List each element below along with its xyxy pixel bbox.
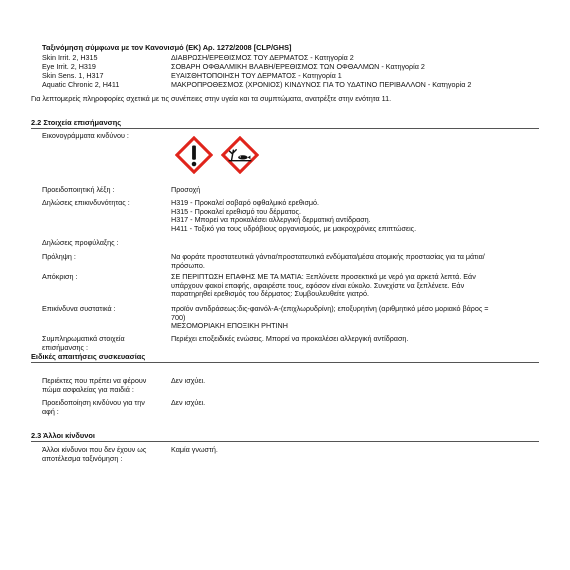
exclamation-mark-icon [175, 136, 213, 174]
signal-word-value: Προσοχή [171, 185, 201, 194]
prevention-line: Να φοράτε προστατευτικά γάντια/προστατευτικά ενδύματα/μέσα ατομικής προστασίας για τα μάτια/ [171, 252, 485, 261]
prevention-label: Πρόληψη : [42, 252, 76, 261]
classification-code: Eye Irrit. 2, H319 [42, 62, 96, 71]
classification-code: Aquatic Chronic 2, H411 [42, 80, 120, 89]
other-hazards-label-line: Άλλοι κίνδυνοι που δεν έχουν ως [42, 445, 147, 454]
classification-title: Ταξινόμηση σύμφωνα με τον Κανονισμό (ΕΚ) Αρ. 1272/2008 [CLP/GHS] [42, 43, 292, 52]
response-value [171, 273, 536, 299]
response-line: ΣΕ ΠΕΡΙΠΤΩΣΗ ΕΠΑΦΗΣ ΜΕ ΤΑ ΜΑΤΙΑ: Ξεπλύνετε προσεκτικά με νερό για αρκετά λεπτά. Εάν [171, 272, 476, 281]
classification-note: Για λεπτομερείς πληροφορίες σχετικά με τις συνέπειες στην υγεία και τα συμπτώματα, ανατρέξτε στην ενότητα 11. [31, 94, 392, 103]
hazardous-components-value [171, 305, 536, 331]
classification-desc: ΜΑΚΡΟΠΡΟΘΕΣΜΟΣ (ΧΡΟΝΙΟΣ) ΚΙΝΔΥΝΟΣ ΓΙΑ ΤΟ ΥΔΑΤΙΝΟ ΠΕΡΙΒΑΛΛΟΝ - Κατηγορία 2 [171, 80, 472, 89]
classification-code: Skin Irrit. 2, H315 [42, 53, 98, 62]
classification-desc: ΣΟΒΑΡΗ ΟΦΘΑΛΜΙΚΗ ΒΛΑΒΗ/ΕΡΕΘΙΣΜΟΣ ΤΩΝ ΟΦΘΑΛΜΩΝ - Κατηγορία 2 [171, 62, 425, 71]
hazardous-component-line: προϊόν αντιδράσεως:δις-φαινόλ-Α-(επιχλωρυδρίνη); εποξυρητίνη (αριθμητικό μέσο μοριακό βάρος = [171, 304, 489, 313]
signal-word-label: Προειδοποιητική λέξη : [42, 185, 115, 194]
child-resistant-value: Δεν ισχύει. [171, 376, 206, 385]
prevention-line: πρόσωπο. [171, 260, 205, 270]
other-hazards-label [42, 446, 167, 463]
classification-desc: ΕΥΑΙΣΘΗΤΟΠΟΙΗΣΗ ΤΟΥ ΔΕΡΜΑΤΟΣ - Κατηγορία 1 [171, 71, 342, 80]
child-resistant-label-line: Περιέκτες που πρέπει να φέρουν [42, 376, 147, 385]
section-divider [31, 441, 539, 442]
section-divider [31, 128, 539, 129]
prevention-value [171, 253, 536, 270]
supplemental-label-line: Συμπληρωματικά στοιχεία [42, 334, 125, 343]
hazard-statement: H411 - Τοξικό για τους υδρόβιους οργανισμούς, με μακροχρόνιες επιπτώσεις. [171, 223, 417, 233]
precautionary-statements-label: Δηλώσεις προφύλαξης : [42, 238, 119, 247]
response-line: υπάρχουν φακοί επαφής, αφαιρέστε τους, εφόσον είναι εύκολο. Συνεχίστε να ξεπλένετε. Εάν [171, 280, 465, 290]
tactile-warning-label-line: αφή : [42, 406, 59, 416]
hazardous-components-label: Επικίνδυνα συστατικά : [42, 304, 116, 313]
tactile-warning-value: Δεν ισχύει. [171, 398, 206, 407]
tactile-warning-label-line: Προειδοποίηση κινδύνου για την [42, 398, 145, 407]
other-hazards-heading: 2.3 Άλλοι κίνδυνοι [31, 431, 95, 440]
child-resistant-label [42, 377, 167, 394]
section-divider [31, 362, 539, 363]
hazard-statements-list [171, 199, 536, 233]
classification-code: Skin Sens. 1, H317 [42, 71, 104, 80]
response-label: Απόκριση : [42, 272, 78, 281]
hazardous-component-line: 700) [171, 312, 186, 322]
other-hazards-value: Καμία γνωστή. [171, 445, 218, 454]
hazard-statement: H315 - Προκαλεί ερεθισμό του δέρματος. [171, 206, 302, 216]
special-requirements-heading: Ειδικές απαιτήσεις συσκευασίας [31, 352, 146, 361]
classification-row [42, 81, 542, 90]
supplemental-label-line: επισήμανσης : [42, 342, 88, 352]
hazardous-component-line: ΜΕΣΟΜΟΡΙΑΚΗ ΕΠΟΞΙΚΗ ΡΗΤΙΝΗ [171, 321, 288, 331]
supplemental-value: Περιέχει εποξειδικές ενώσεις. Μπορεί να προκαλέσει αλλεργική αντίδραση. [171, 334, 409, 343]
other-hazards-label-line: αποτέλεσμα ταξινόμηση : [42, 453, 123, 463]
pictograms-label: Εικονογράμματα κινδύνου : [42, 131, 129, 140]
tactile-warning-label [42, 399, 167, 416]
hazard-statement: H319 - Προκαλεί σοβαρό οφθαλμικό ερεθισμό. [171, 198, 320, 207]
response-line: παρατηρηθεί ερεθισμός του δέρματος: Συμβουλευθείτε γιατρό. [171, 289, 369, 299]
classification-desc: ΔΙΑΒΡΩΣΗ/ΕΡΕΘΙΣΜΟΣ ΤΟΥ ΔΕΡΜΑΤΟΣ - Κατηγορία 2 [171, 53, 354, 62]
hazard-statements-label: Δηλώσεις επικινδυνότητας : [42, 198, 130, 207]
supplemental-label [42, 335, 167, 352]
environment-hazard-icon [221, 136, 259, 174]
hazard-statement: H317 - Μπορεί να προκαλέσει αλλεργική δερματική αντίδραση. [171, 215, 371, 225]
child-resistant-label-line: πώμα ασφαλείας για παιδιά : [42, 384, 134, 394]
label-elements-heading: 2.2 Στοιχεία επισήμανσης [31, 118, 122, 127]
